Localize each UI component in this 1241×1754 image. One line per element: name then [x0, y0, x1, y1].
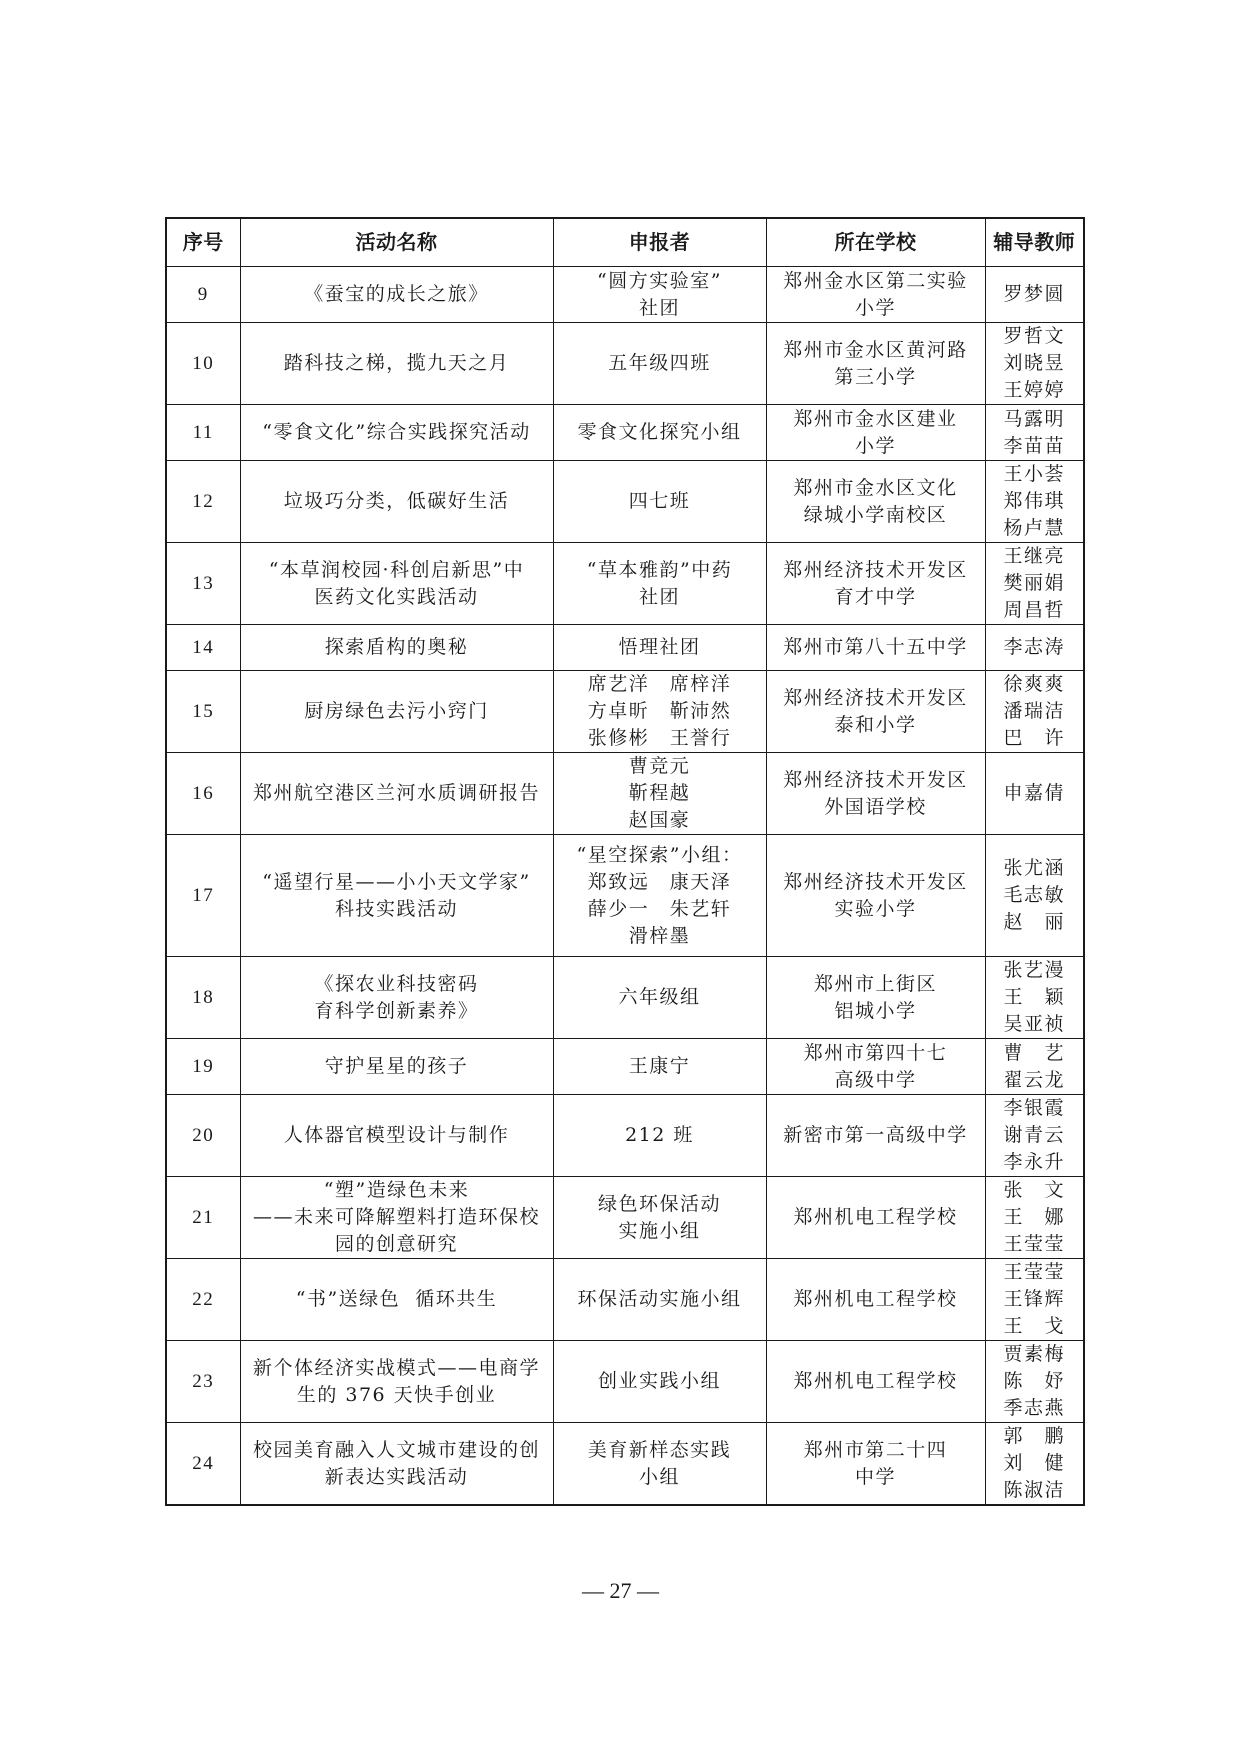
cell-activity-line: “零食文化”综合实践探究活动: [262, 421, 531, 443]
cell-activity-line: 人体器官模型设计与制作: [283, 1124, 510, 1146]
cell-school-line: 郑州市第二十四: [803, 1438, 948, 1461]
cell-school-line: 郑州市上街区: [813, 972, 937, 995]
table-row: [166, 543, 1084, 625]
cell-activity: [240, 1177, 553, 1259]
cell-teachers-line: 赵 丽: [1003, 911, 1065, 933]
cell-applicant-line: 张修彬 王誉行: [587, 727, 732, 749]
cell-applicant-line: 零食文化探究小组: [577, 421, 742, 443]
cell-applicant-line: 绿色环保活动: [597, 1192, 721, 1215]
cell-school-line: 郑州经济技术开发区: [783, 870, 968, 893]
cell-activity: [240, 1341, 553, 1423]
cell-school: [766, 753, 985, 835]
cell-school-line: 郑州市第四十七: [803, 1041, 948, 1064]
cell-applicant-line: 曹竞元: [628, 755, 691, 777]
cell-applicant-line: 王康宁: [628, 1055, 691, 1077]
cell-teachers-line: 王莹莹: [1003, 1261, 1065, 1283]
cell-applicant: [553, 461, 766, 543]
cell-teachers-line: 谢青云: [1003, 1124, 1065, 1146]
page-number: — 27 —: [582, 1578, 659, 1603]
cell-school-line: 第三小学: [834, 365, 917, 388]
table-row: [166, 405, 1084, 461]
cell-school-line: 郑州金水区第二实验: [783, 269, 968, 292]
cell-school: [766, 1039, 985, 1095]
header-no: 序号: [166, 218, 240, 267]
cell-teachers: [985, 1095, 1084, 1177]
cell-school: [766, 405, 985, 461]
cell-applicant-line: 实施小组: [618, 1219, 701, 1242]
cell-teachers-line: 张 文: [1003, 1179, 1065, 1201]
cell-teachers: [985, 405, 1084, 461]
table-row: [166, 671, 1084, 753]
cell-activity: [240, 835, 553, 957]
cell-no: 17: [166, 835, 240, 957]
table-row: [166, 753, 1084, 835]
cell-activity-line: “本草润校园·科创启新思”中: [268, 558, 525, 581]
header-applicant: 申报者: [553, 218, 766, 267]
cell-applicant-line: 薛少一 朱艺轩: [587, 897, 732, 920]
cell-teachers: [985, 323, 1084, 405]
cell-no: 23: [166, 1341, 240, 1423]
cell-applicant-line: “星空探索”小组：: [576, 843, 743, 866]
cell-teachers-line: 贾素梅: [1003, 1343, 1065, 1365]
cell-no: 13: [166, 543, 240, 625]
cell-activity-line: 垃圾巧分类，低碳好生活: [283, 490, 510, 512]
cell-school: [766, 625, 985, 671]
cell-applicant-line: 五年级四班: [608, 352, 711, 374]
table-row: [166, 957, 1084, 1039]
cell-teachers-line: 翟云龙: [1003, 1068, 1065, 1091]
cell-no: 19: [166, 1039, 240, 1095]
cell-applicant-line: 环保活动实施小组: [577, 1288, 742, 1310]
cell-applicant: [553, 835, 766, 957]
cell-school: [766, 267, 985, 323]
table-row: [166, 1423, 1084, 1506]
cell-activity: [240, 753, 553, 835]
cell-teachers-line: 李志涛: [1003, 636, 1065, 658]
table-row: [166, 1341, 1084, 1423]
cell-school-line: 绿城小学南校区: [803, 503, 948, 526]
table-body: [166, 267, 1084, 1506]
cell-teachers-line: 李苗苗: [1003, 434, 1065, 457]
cell-no: 9: [166, 267, 240, 323]
cell-teachers: [985, 1039, 1084, 1095]
cell-teachers: [985, 1259, 1084, 1341]
cell-applicant: [553, 1177, 766, 1259]
cell-teachers-line: 吴亚祯: [1003, 1013, 1065, 1035]
cell-applicant: [553, 1423, 766, 1506]
awards-table: [165, 217, 1085, 1506]
cell-school: [766, 957, 985, 1039]
cell-school-line: 郑州经济技术开发区: [783, 686, 968, 709]
cell-teachers-line: 王小荟: [1003, 463, 1065, 485]
cell-teachers-line: 陈淑洁: [1003, 1479, 1065, 1501]
cell-activity: [240, 957, 553, 1039]
cell-applicant: [553, 625, 766, 671]
cell-teachers-line: 刘 健: [1003, 1452, 1065, 1474]
cell-activity-line: 守护星星的孩子: [324, 1055, 469, 1077]
cell-applicant-line: 方卓昕 靳沛然: [587, 700, 732, 722]
cell-activity-line: 园的创意研究: [334, 1233, 458, 1255]
cell-activity-line: 《探农业科技密码: [314, 972, 479, 995]
cell-activity-line: 科技实践活动: [334, 897, 458, 920]
cell-school: [766, 323, 985, 405]
cell-school-line: 郑州机电工程学校: [793, 1370, 958, 1392]
cell-applicant-line: 赵国豪: [628, 809, 691, 831]
cell-applicant-line: 小组: [638, 1465, 680, 1488]
table-row: [166, 1259, 1084, 1341]
cell-teachers-line: 王 颖: [1003, 986, 1065, 1008]
cell-teachers: [985, 753, 1084, 835]
cell-teachers: [985, 543, 1084, 625]
cell-applicant-line: 美育新样态实践: [587, 1438, 732, 1461]
cell-applicant: [553, 1259, 766, 1341]
cell-no: 21: [166, 1177, 240, 1259]
cell-activity: [240, 405, 553, 461]
cell-teachers-line: 曹 艺: [1003, 1041, 1065, 1064]
cell-applicant-line: 郑致远 康天泽: [587, 870, 732, 893]
table-row: [166, 267, 1084, 323]
cell-no: 18: [166, 957, 240, 1039]
cell-activity: [240, 267, 553, 323]
table-row: [166, 323, 1084, 405]
cell-activity: [240, 543, 553, 625]
cell-applicant: [553, 1341, 766, 1423]
cell-teachers-line: 樊丽娟: [1003, 572, 1065, 594]
cell-activity: [240, 323, 553, 405]
cell-activity-line: 新表达实践活动: [324, 1465, 469, 1488]
cell-teachers: [985, 1177, 1084, 1259]
cell-activity: [240, 1039, 553, 1095]
cell-school: [766, 1341, 985, 1423]
cell-teachers-line: 徐爽爽: [1003, 673, 1065, 695]
header-school: 所在学校: [766, 218, 985, 267]
cell-no: 20: [166, 1095, 240, 1177]
cell-school-line: 新密市第一高级中学: [783, 1124, 968, 1146]
header-teachers: 辅导教师: [985, 218, 1084, 267]
cell-teachers-line: 王继亮: [1003, 545, 1065, 567]
cell-school-line: 郑州机电工程学校: [793, 1288, 958, 1310]
cell-activity: [240, 461, 553, 543]
table-row: [166, 835, 1084, 957]
table-row: [166, 1039, 1084, 1095]
cell-teachers-line: 王 戈: [1003, 1315, 1065, 1337]
cell-applicant: [553, 957, 766, 1039]
table-row: [166, 461, 1084, 543]
cell-activity-line: 厨房绿色去污小窍门: [304, 700, 489, 722]
cell-applicant: [553, 323, 766, 405]
cell-teachers-line: 王莹莹: [1003, 1233, 1065, 1255]
cell-school: [766, 543, 985, 625]
cell-activity-line: “遥望行星——小小天文学家”: [262, 870, 531, 893]
cell-no: 22: [166, 1259, 240, 1341]
table-header-row: [166, 218, 1084, 267]
cell-no: 15: [166, 671, 240, 753]
cell-teachers: [985, 671, 1084, 753]
cell-teachers: [985, 267, 1084, 323]
cell-teachers-line: 王 娜: [1003, 1206, 1065, 1228]
cell-activity-line: ——未来可降解塑料打造环保校: [252, 1206, 540, 1228]
cell-no: 10: [166, 323, 240, 405]
cell-teachers: [985, 461, 1084, 543]
cell-teachers: [985, 835, 1084, 957]
cell-applicant-line: 席艺洋 席梓洋: [587, 673, 732, 695]
cell-activity: [240, 1259, 553, 1341]
cell-applicant-line: 靳程越: [628, 782, 691, 804]
cell-teachers-line: 李银霞: [1003, 1097, 1065, 1119]
cell-no: 16: [166, 753, 240, 835]
cell-teachers: [985, 625, 1084, 671]
cell-activity: [240, 1095, 553, 1177]
cell-applicant: [553, 267, 766, 323]
cell-teachers-line: 潘瑞洁: [1003, 700, 1065, 722]
cell-school-line: 郑州经济技术开发区: [783, 558, 968, 581]
cell-teachers-line: 申嘉倩: [1003, 782, 1065, 804]
cell-applicant-line: 212 班: [625, 1124, 694, 1146]
cell-applicant: [553, 405, 766, 461]
cell-applicant: [553, 753, 766, 835]
table-row: [166, 1177, 1084, 1259]
cell-activity-line: 探索盾构的奥秘: [324, 636, 469, 658]
cell-teachers-line: 罗哲文: [1003, 325, 1065, 347]
cell-no: 11: [166, 405, 240, 461]
cell-school-line: 中学: [854, 1465, 896, 1488]
cell-activity-line: 踏科技之梯，揽九天之月: [283, 352, 510, 374]
cell-school-line: 育才中学: [834, 585, 917, 608]
cell-activity-line: “书”送绿色 循环共生: [295, 1288, 498, 1310]
cell-applicant-line: 创业实践小组: [597, 1370, 721, 1392]
cell-school: [766, 1095, 985, 1177]
cell-activity-line: 生的 376 天快手创业: [296, 1383, 497, 1406]
cell-teachers: [985, 957, 1084, 1039]
cell-school: [766, 1423, 985, 1506]
cell-activity-line: 郑州航空港区兰河水质调研报告: [252, 782, 540, 804]
cell-school-line: 郑州经济技术开发区: [783, 768, 968, 791]
cell-applicant-line: 悟理社团: [618, 636, 701, 658]
cell-school-line: 泰和小学: [834, 713, 917, 736]
cell-school: [766, 1259, 985, 1341]
cell-school-line: 郑州市金水区文化: [793, 476, 958, 499]
cell-teachers-line: 杨卢慧: [1003, 517, 1065, 539]
table-row: [166, 1095, 1084, 1177]
cell-activity: [240, 625, 553, 671]
cell-applicant-line: “圆方实验室”: [597, 269, 722, 292]
cell-school-line: 郑州市金水区建业: [793, 407, 958, 430]
cell-teachers-line: 李永升: [1003, 1151, 1065, 1173]
cell-teachers-line: 郭 鹏: [1003, 1425, 1065, 1447]
cell-activity-line: 新个体经济实战模式——电商学: [252, 1356, 540, 1379]
cell-school: [766, 835, 985, 957]
cell-activity-line: 医药文化实践活动: [314, 585, 479, 608]
cell-activity-line: “塑”造绿色未来: [323, 1179, 470, 1201]
cell-school: [766, 671, 985, 753]
cell-school: [766, 461, 985, 543]
cell-applicant-line: 六年级组: [618, 986, 701, 1008]
table-row: [166, 625, 1084, 671]
cell-teachers-line: 刘晓昱: [1003, 352, 1065, 374]
cell-teachers-line: 张尤涵: [1003, 857, 1065, 879]
cell-teachers-line: 陈 妤: [1003, 1370, 1065, 1392]
cell-teachers: [985, 1341, 1084, 1423]
cell-no: 14: [166, 625, 240, 671]
cell-school-line: 郑州市金水区黄河路: [783, 338, 968, 361]
cell-school: [766, 1177, 985, 1259]
cell-teachers-line: 罗梦圆: [1003, 283, 1065, 305]
cell-school-line: 实验小学: [834, 897, 917, 920]
cell-teachers-line: 毛志敏: [1003, 884, 1065, 906]
cell-activity-line: 《蚕宝的成长之旅》: [304, 283, 489, 305]
cell-teachers: [985, 1423, 1084, 1506]
cell-school-line: 铝城小学: [834, 999, 917, 1022]
cell-teachers-line: 王锋辉: [1003, 1288, 1065, 1310]
cell-teachers-line: 巴 许: [1003, 727, 1065, 749]
cell-applicant-line: 滑梓墨: [628, 924, 691, 947]
cell-teachers-line: 季志燕: [1003, 1397, 1065, 1419]
cell-activity-line: 校园美育融入人文城市建设的创: [252, 1438, 540, 1461]
cell-teachers-line: 王婷婷: [1003, 379, 1065, 401]
cell-applicant-line: 社团: [638, 585, 680, 608]
cell-no: 24: [166, 1423, 240, 1506]
cell-school-line: 外国语学校: [824, 795, 927, 818]
cell-teachers-line: 张艺漫: [1003, 959, 1065, 981]
cell-teachers-line: 马露明: [1003, 407, 1065, 430]
cell-teachers-line: 郑伟琪: [1003, 490, 1065, 512]
cell-applicant: [553, 1039, 766, 1095]
cell-applicant: [553, 671, 766, 753]
cell-applicant-line: 四七班: [628, 490, 691, 512]
cell-no: 12: [166, 461, 240, 543]
cell-applicant-line: “草本雅韵”中药: [586, 558, 733, 581]
cell-teachers-line: 周昌哲: [1003, 599, 1065, 621]
cell-applicant-line: 社团: [638, 296, 680, 319]
cell-activity: [240, 1423, 553, 1506]
cell-school-line: 郑州机电工程学校: [793, 1206, 958, 1228]
cell-applicant: [553, 1095, 766, 1177]
cell-school-line: 小学: [854, 434, 896, 457]
cell-school-line: 郑州市第八十五中学: [783, 636, 968, 658]
header-activity: 活动名称: [240, 218, 553, 267]
cell-applicant: [553, 543, 766, 625]
cell-activity-line: 育科学创新素养》: [314, 999, 479, 1022]
cell-school-line: 高级中学: [834, 1068, 917, 1091]
cell-activity: [240, 671, 553, 753]
cell-school-line: 小学: [854, 296, 896, 319]
